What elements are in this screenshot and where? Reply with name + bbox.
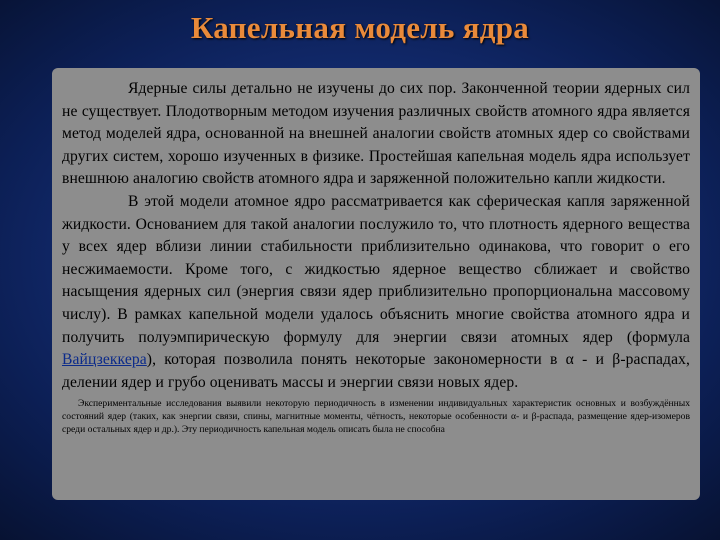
paragraph-model (62, 191, 690, 394)
text-panel (52, 68, 700, 500)
paragraph-intro: Ядерные силы детально не изучены до сих пор. Законченной теории ядерных сил не существует. Плодотворным методом изучения различных свойств атомного ядра является метод моделей ядра, основанной на внешней аналогии свойств атомных ядер со свойствами других систем, хорошо изученных в физике. Простейшая капельная модель ядра использует внешнюю аналогию свойств атомного ядра и заряженной положительно капли жидкости. (62, 80, 690, 188)
paragraph-model-text-end: ), которая позволила понять некоторые закономерности в α - и β-распадах, делении ядер и грубо оценивать массы и энергии связи новых ядер. (62, 351, 690, 391)
weizsacker-link[interactable]: Вайцзеккера (62, 351, 147, 369)
paragraph-model-text-start: В этой модели атомное ядро рассматривается как сферическая капля заряженной жидкости. Основанием для такой аналогии послужило то, что плотность ядерного вещества у всех ядер вблизи линии стабильности приблизительно одинакова, что говорит о его несжимаемости. Кроме того, с жидкостью ядерное вещество сближает и свойство насыщения ядерных сил (энергия связи ядер приблизительно пропорциональна массовому числу). В рамках капельной модели удалось объяснить многие свойства атомного ядра и получить полуэмпирическую формулу для энергии связи атомных ядер (формула (62, 192, 690, 346)
footnote: Экспериментальные исследования выявили некоторую периодичность в изменении индивидуальных характеристик основных и возбуждённых состояний ядер (таких, как энергии связи, спины, магнитные моменты, чётность, некоторые особенности α- и β-распада, размещение ядер-изомеров среди остальных ядер и др.). Эту периодичность капельная модель описать была не способна (62, 398, 690, 436)
slide-title: Капельная модель ядра (190, 10, 530, 45)
